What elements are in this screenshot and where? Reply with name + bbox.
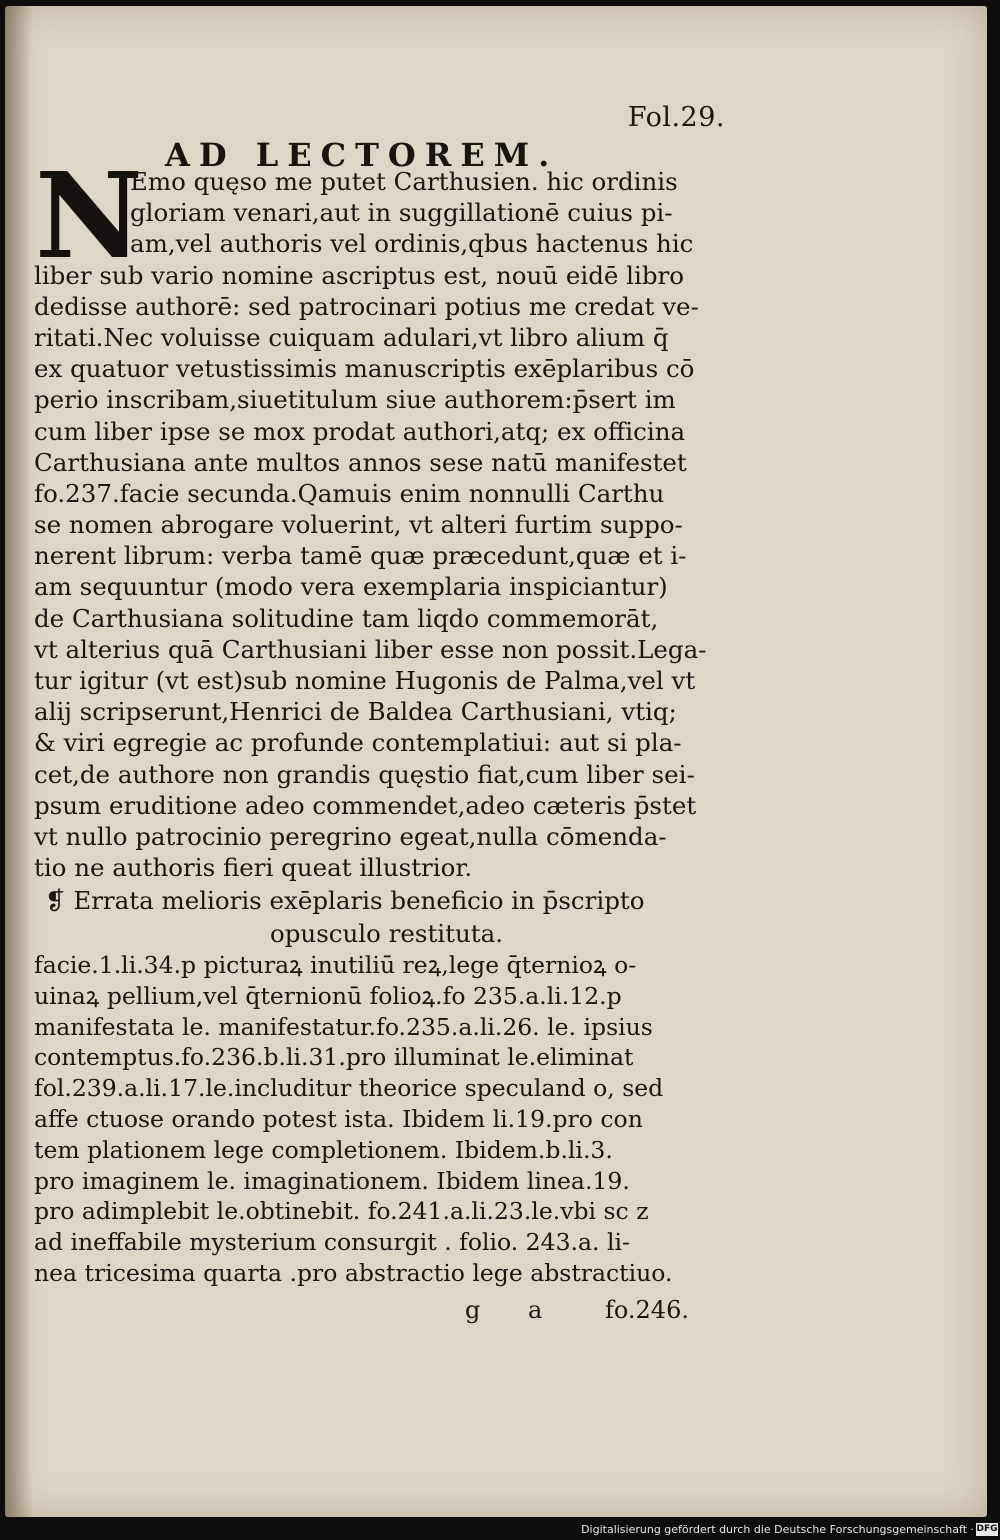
errata-line: uinaꝝ pellium,vel q̄ternionū folioꝝ.fo 235.a.li.12.p — [34, 981, 622, 1010]
catchword: fo.246. — [605, 1296, 689, 1324]
page-gutter-shadow — [5, 6, 33, 1517]
errata-line: affe ctuose orando potest ista. Ibidem li.19.pro con — [34, 1104, 643, 1133]
errata-line: pro adimplebit le.obtinebit. fo.241.a.li.23.le.vbi sc z — [34, 1197, 649, 1226]
errata-line: pro imaginem le. imaginationem. Ibidem linea.19. — [34, 1166, 630, 1195]
text-line: alij scripserunt,Henrici de Baldea Carthusiani, vtiq; — [34, 697, 677, 727]
text-line: psum eruditione adeo commendet,adeo cæteris p̄stet — [34, 790, 697, 820]
errata-title-line: opusculo restituta. — [270, 919, 503, 948]
dfg-logo-icon: DFG — [976, 1524, 998, 1534]
text-line: Carthusiana ante multos annos sese natū manifestet — [34, 447, 687, 477]
folio-number: Fol.29. — [627, 102, 725, 133]
text-line: tur igitur (vt est)sub nomine Hugonis de Palma,vel vt — [34, 666, 696, 695]
errata-line: nea tricesima quarta .pro abstractio lege abstractiuo. — [34, 1258, 673, 1287]
errata-list — [34, 950, 724, 1289]
page-heading: AD LECTOREM. — [165, 136, 559, 174]
errata-heading — [45, 884, 715, 950]
errata-title-line: ❡ Errata melioris exēplaris beneficio in p̄scripto — [45, 886, 645, 915]
text-line: & viri egregie ac profunde contemplatiui: aut si pla- — [34, 728, 682, 758]
text-line: am,vel authoris vel ordinis,qbus hactenus hic — [130, 229, 694, 259]
funding-credit: Digitalisierung gefördert durch die Deutsche Forschungsgemeinschaft · — [581, 1523, 974, 1536]
text-line: de Carthusiana solitudine tam liqdo commemorāt, — [34, 603, 659, 633]
text-line: cum liber ipse se mox prodat authori,atq; ex officina — [34, 416, 686, 446]
errata-line: manifestata le. manifestatur.fo.235.a.li.26. le. ipsius — [34, 1012, 653, 1041]
text-line: dedisse authorē: sed patrocinari potius me credat ve- — [34, 291, 699, 321]
text-line: cet,de authore non grandis quęstio fiat,cum liber sei- — [34, 759, 695, 789]
drop-capital: N — [35, 146, 143, 285]
errata-line: tem plationem lege completionem. Ibidem.b.li.3. — [34, 1135, 613, 1164]
errata-line: contemptus.fo.236.b.li.31.pro illuminat le.eliminat — [34, 1043, 634, 1072]
text-line: tio ne authoris fieri queat illustrior. — [34, 853, 473, 883]
errata-line: ad ineffabile mysterium consurgit . folio. 243.a. li- — [34, 1228, 630, 1257]
text-line: se nomen abrogare voluerint, vt alteri furtim suppo- — [34, 510, 683, 540]
text-line: perio inscribam,siuetitulum siue authorem:p̄sert im — [34, 385, 676, 415]
text-line: ritati.Nec voluisse cuiquam adulari,vt libro alium q̄ — [34, 322, 669, 352]
text-line: vt alterius quā Carthusiani liber esse non possit.Lega- — [34, 634, 707, 664]
book-page — [5, 6, 987, 1517]
text-line: nerent librum: verba tamē quæ præcedunt,quæ et i- — [34, 541, 687, 571]
text-line: liber sub vario nomine ascriptus est, nouū eidē libro — [34, 260, 684, 290]
text-line: fo.237.facie secunda.Qamuis enim nonnulli Carthu — [34, 478, 665, 508]
errata-line: fol.239.a.li.17.le.includitur theorice speculand o, sed — [34, 1074, 664, 1103]
errata-line: facie.1.li.34.p picturaꝝ inutiliū reꝝ,lege q̄ternioꝝ o- — [34, 951, 637, 979]
text-line: vt nullo patrocinio peregrino egeat,nulla cōmenda- — [34, 821, 667, 851]
text-line: am sequuntur (modo vera exemplaria inspiciantur) — [34, 572, 668, 602]
signature-mark: g a — [465, 1296, 543, 1324]
text-line: gloriam venari,aut in suggillationē cuius pi- — [130, 198, 673, 228]
text-line: Emo quęso me putet Carthusien. hic ordinis — [130, 167, 678, 196]
text-line: ex quatuor vetustissimis manuscriptis exēplaribus cō — [34, 354, 695, 384]
